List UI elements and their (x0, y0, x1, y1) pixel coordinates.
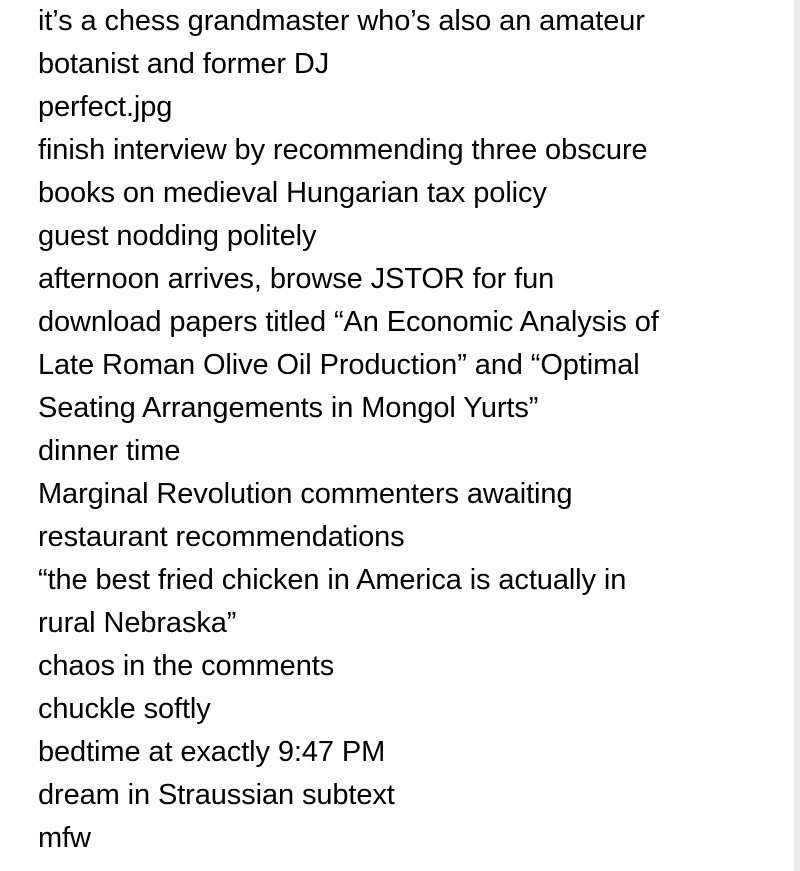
note-line: Late Roman Olive Oil Production” and “Optimal (38, 349, 640, 381)
note-line: Seating Arrangements in Mongol Yurts” (38, 392, 539, 424)
note-line: botanist and former DJ (38, 48, 330, 80)
note-line: rural Nebraska” (38, 607, 237, 639)
note-body (38, 0, 778, 860)
note-line: download papers titled “An Economic Analysis of (38, 306, 659, 338)
scrollbar[interactable] (794, 0, 800, 871)
note-line: perfect.jpg (38, 91, 173, 123)
note-line: chaos in the comments (38, 650, 335, 682)
note-line: afternoon arrives, browse JSTOR for fun (38, 263, 555, 295)
note-line: finish interview by recommending three obscure (38, 134, 648, 166)
note-line: dream in Straussian subtext (38, 779, 395, 811)
note-line: restaurant recommendations (38, 521, 405, 553)
note-line: guest nodding politely (38, 220, 317, 252)
note-line: Marginal Revolution commenters awaiting (38, 478, 573, 510)
note-line: bedtime at exactly 9:47 PM (38, 736, 386, 768)
note-line: “the best fried chicken in America is actually in (38, 564, 627, 596)
note-line: mfw (38, 822, 91, 854)
note-line: chuckle softly (38, 693, 211, 725)
note-line: it’s a chess grandmaster who’s also an amateur (38, 5, 645, 37)
note-line: dinner time (38, 435, 181, 467)
note-line: books on medieval Hungarian tax policy (38, 177, 547, 209)
